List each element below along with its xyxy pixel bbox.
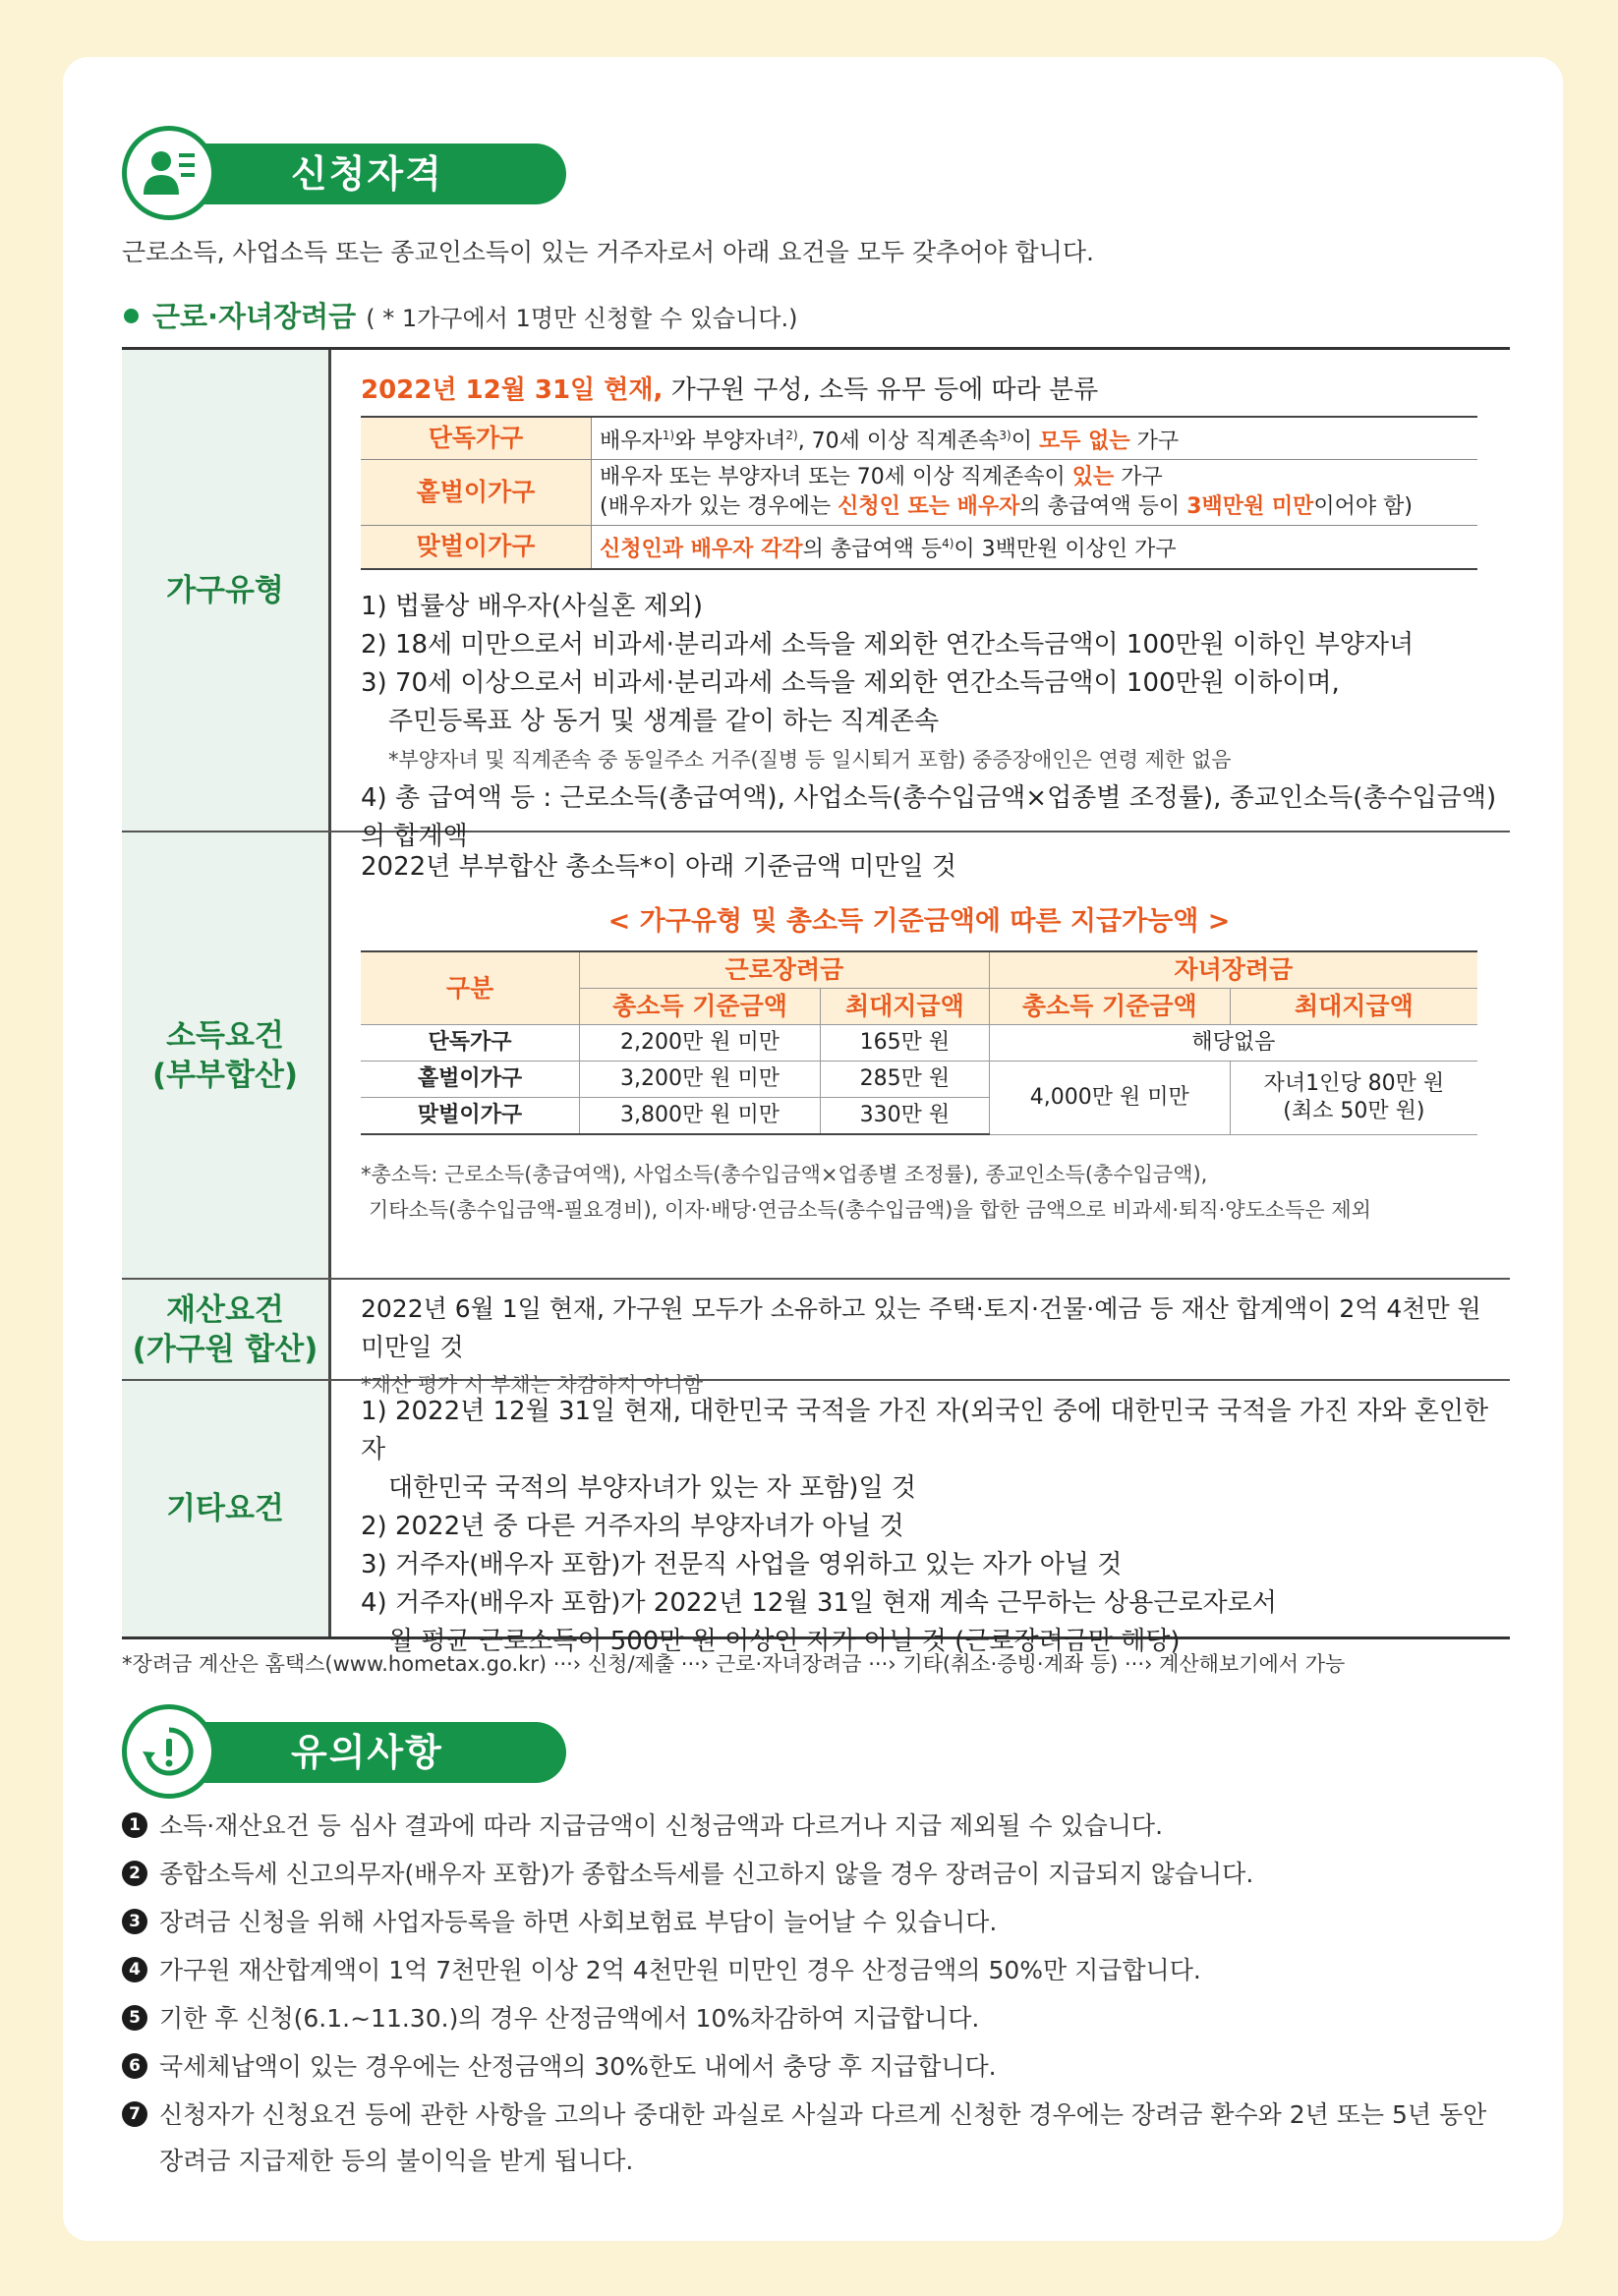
list-item: 3 장려금 신청을 위해 사업자등록을 하면 사회보험료 부담이 늘어날 수 있습니다. xyxy=(122,1905,1518,1939)
number-badge: 7 xyxy=(122,2101,147,2127)
household-type-row: 맞벌이가구 신청인과 배우자 각각의 총급여액 등$^{4)}$이 3백만원 이상인 가구 xyxy=(361,526,1477,569)
household-note-3: 3) 70세 이상으로서 비과세·분리과세 소득을 제외한 연간소득금액이 100만원 이하이며, xyxy=(361,667,1340,698)
list-item: 5 기한 후 신청(6.1.~11.30.)의 경우 산정금액에서 10%차감하여 지급합니다. xyxy=(122,2001,1518,2036)
household-lead: 2022년 12월 31일 현재, 가구원 구성, 소득 유무 등에 따라 분류 xyxy=(361,375,1099,405)
col-header: 최대지급액 xyxy=(820,989,989,1025)
income-content xyxy=(331,832,1510,1278)
table-row: 홑벌이가구 3,200만 원 미만 285만 원 4,000만 원 미만 자녀1인당 80만 원 (최소 50만 원) xyxy=(361,1062,1477,1098)
other-item: 대한민국 국적의 부양자녀가 있는 자 포함)일 것 xyxy=(388,1473,916,1503)
household-type-row: 단독가구 배우자$^{1)}$와 부양자녀$^{2)}$, 70세 이상 직계존속$^{3)}$이 모두 없는 가구 xyxy=(361,417,1477,460)
household-note-star: *부양자녀 및 직계존속 중 동일주소 거주(질병 등 일시퇴거 포함) 중증장애인은 연령 제한 없음 xyxy=(388,747,1232,772)
property-content xyxy=(331,1280,1510,1397)
row-property xyxy=(122,1280,1510,1397)
caution-list xyxy=(122,1808,1518,2192)
other-item: 월 평균 근로소득이 500만 원 이상인 자가 아닐 것 (근로장려금만 해당) xyxy=(388,1627,1181,1656)
list-item: 4 가구원 재산합계액이 1억 7천만원 이상 2억 4천만원 미만인 경우 산정금액의 50%만 지급합니다. xyxy=(122,1953,1518,1987)
subsection-note: ( * 1가구에서 1명만 신청할 수 있습니다.) xyxy=(366,305,798,332)
list-item: 1 소득·재산요건 등 심사 결과에 따라 지급금액이 신청금액과 다르거나 지급 제외될 수 있습니다. xyxy=(122,1808,1518,1843)
list-item: 6 국세체납액이 있는 경우에는 산정금액의 30%한도 내에서 충당 후 지급합니다. xyxy=(122,2049,1518,2084)
number-badge: 6 xyxy=(122,2053,147,2079)
col-header: 총소득 기준금액 xyxy=(580,989,821,1025)
number-badge: 4 xyxy=(122,1957,147,1982)
number-badge: 3 xyxy=(122,1909,147,1934)
calc-footnote: *장려금 계산은 홈택스(www.hometax.go.kr) ···› 신청/제출 ···› 근로·자녀장려금 ···› 기타(취소·증빙·계좌 등) ···› 계산해보기에서 가능 xyxy=(122,1652,1346,1676)
section-title: 신청자격 xyxy=(173,144,566,204)
col-header: 근로장려금 xyxy=(580,951,990,989)
eligibility-table xyxy=(122,347,1510,1656)
income-note-2: 기타소득(총수입금액-필요경비), 이자·배당·연금소득(총수입금액)을 합한 금액으로 비과세·퇴직·양도소득은 제외 xyxy=(369,1198,1371,1222)
col-header: 총소득 기준금액 xyxy=(989,989,1230,1025)
section-title: 유의사항 xyxy=(173,1722,566,1783)
subsection-heading xyxy=(124,295,797,335)
list-item: 7 신청자가 신청요건 등에 관한 사항을 고의나 중대한 과실로 사실과 다르게 신청한 경우에는 장려금 환수와 2년 또는 5년 동안 장려금 지급제한 등의 불이익을 받게 됩니다. xyxy=(122,2097,1518,2178)
list-item: 2 종합소득세 신고의무자(배우자 포함)가 종합소득세를 신고하지 않을 경우 장려금이 지급되지 않습니다. xyxy=(122,1857,1518,1891)
intro-text: 근로소득, 사업소득 또는 종교인소득이 있는 거주자로서 아래 요건을 모두 갖추어야 합니다. xyxy=(122,238,1094,266)
other-item: 4) 거주자(배우자 포함)가 2022년 12월 31일 현재 계속 근무하는 상용근로자로서 xyxy=(361,1588,1277,1618)
income-table xyxy=(361,950,1477,1135)
table-row: 단독가구 2,200만 원 미만 165만 원 해당없음 xyxy=(361,1025,1477,1062)
table-row: 맞벌이가구 3,800만 원 미만 330만 원 xyxy=(361,1098,1477,1135)
other-item: 1) 2022년 12월 31일 현재, 대한민국 국적을 가진 자(외국인 중에 대한민국 국적을 가진 자와 혼인한 자 xyxy=(361,1397,1489,1464)
property-note: *재산 평가 시 부채는 차감하지 아니함 xyxy=(361,1373,704,1397)
label-other: 기타요건 xyxy=(122,1381,331,1636)
alert-cycle-icon xyxy=(122,1704,216,1799)
household-content xyxy=(331,350,1510,851)
label-household: 가구유형 xyxy=(122,350,331,831)
col-header: 최대지급액 xyxy=(1230,989,1477,1025)
col-header: 자녀장려금 xyxy=(989,951,1477,989)
number-badge: 2 xyxy=(122,1861,147,1886)
col-header: 구분 xyxy=(361,951,580,1025)
label-income: 소득요건 (부부합산) xyxy=(122,832,331,1278)
row-household xyxy=(122,350,1510,851)
household-note-4: 4) 총 급여액 등 : 근로소득(총급여액), 사업소득(총수입금액×업종별 조정률), 종교인소득(총수입금액)의 합계액 xyxy=(361,782,1497,851)
other-content xyxy=(331,1381,1510,1656)
number-badge: 5 xyxy=(122,2005,147,2031)
other-item: 2) 2022년 중 다른 거주자의 부양자녀가 아닐 것 xyxy=(361,1512,904,1541)
household-note-1: 1) 법률상 배우자(사실혼 제외) xyxy=(361,591,704,621)
bullet-dot xyxy=(124,309,139,323)
household-type-table xyxy=(361,416,1477,570)
other-item: 3) 거주자(배우자 포함)가 전문직 사업을 영위하고 있는 자가 아닐 것 xyxy=(361,1550,1123,1579)
row-income xyxy=(122,832,1510,1280)
household-note-3b: 주민등록표 상 동거 및 생계를 같이 하는 직계존속 xyxy=(388,706,940,736)
person-list-icon xyxy=(122,126,216,220)
income-note-1: *총소득: 근로소득(총급여액), 사업소득(총수입금액×업종별 조정률), 종교인소득(총수입금액), xyxy=(361,1163,1208,1186)
household-type-row: 홑벌이가구 배우자 또는 부양자녀 또는 70세 이상 직계존속이 있는 가구 (배우자가 있는 경우에는 신청인 또는 배우자의 총급여액 등이 3백만원 미만이어야 함) xyxy=(361,460,1477,526)
household-note-2: 2) 18세 미만으로서 비과세·분리과세 소득을 제외한 연간소득금액이 100만원 이하인 부양자녀 xyxy=(361,629,1415,660)
property-text: 2022년 6월 1일 현재, 가구원 모두가 소유하고 있는 주택·토지·건물·예금 등 재산 합계액이 2억 4천만 원 미만일 것 xyxy=(361,1294,1481,1361)
row-other xyxy=(122,1381,1510,1656)
income-table-title: < 가구유형 및 총소득 기준금액에 따른 지급가능액 > xyxy=(607,906,1231,937)
number-badge: 1 xyxy=(122,1812,147,1838)
label-property: 재산요건 (가구원 합산) xyxy=(122,1280,331,1379)
subsection-title: 근로·자녀장려금 xyxy=(152,300,357,333)
income-lead: 2022년 부부합산 총소득*이 아래 기준금액 미만일 것 xyxy=(361,852,956,882)
